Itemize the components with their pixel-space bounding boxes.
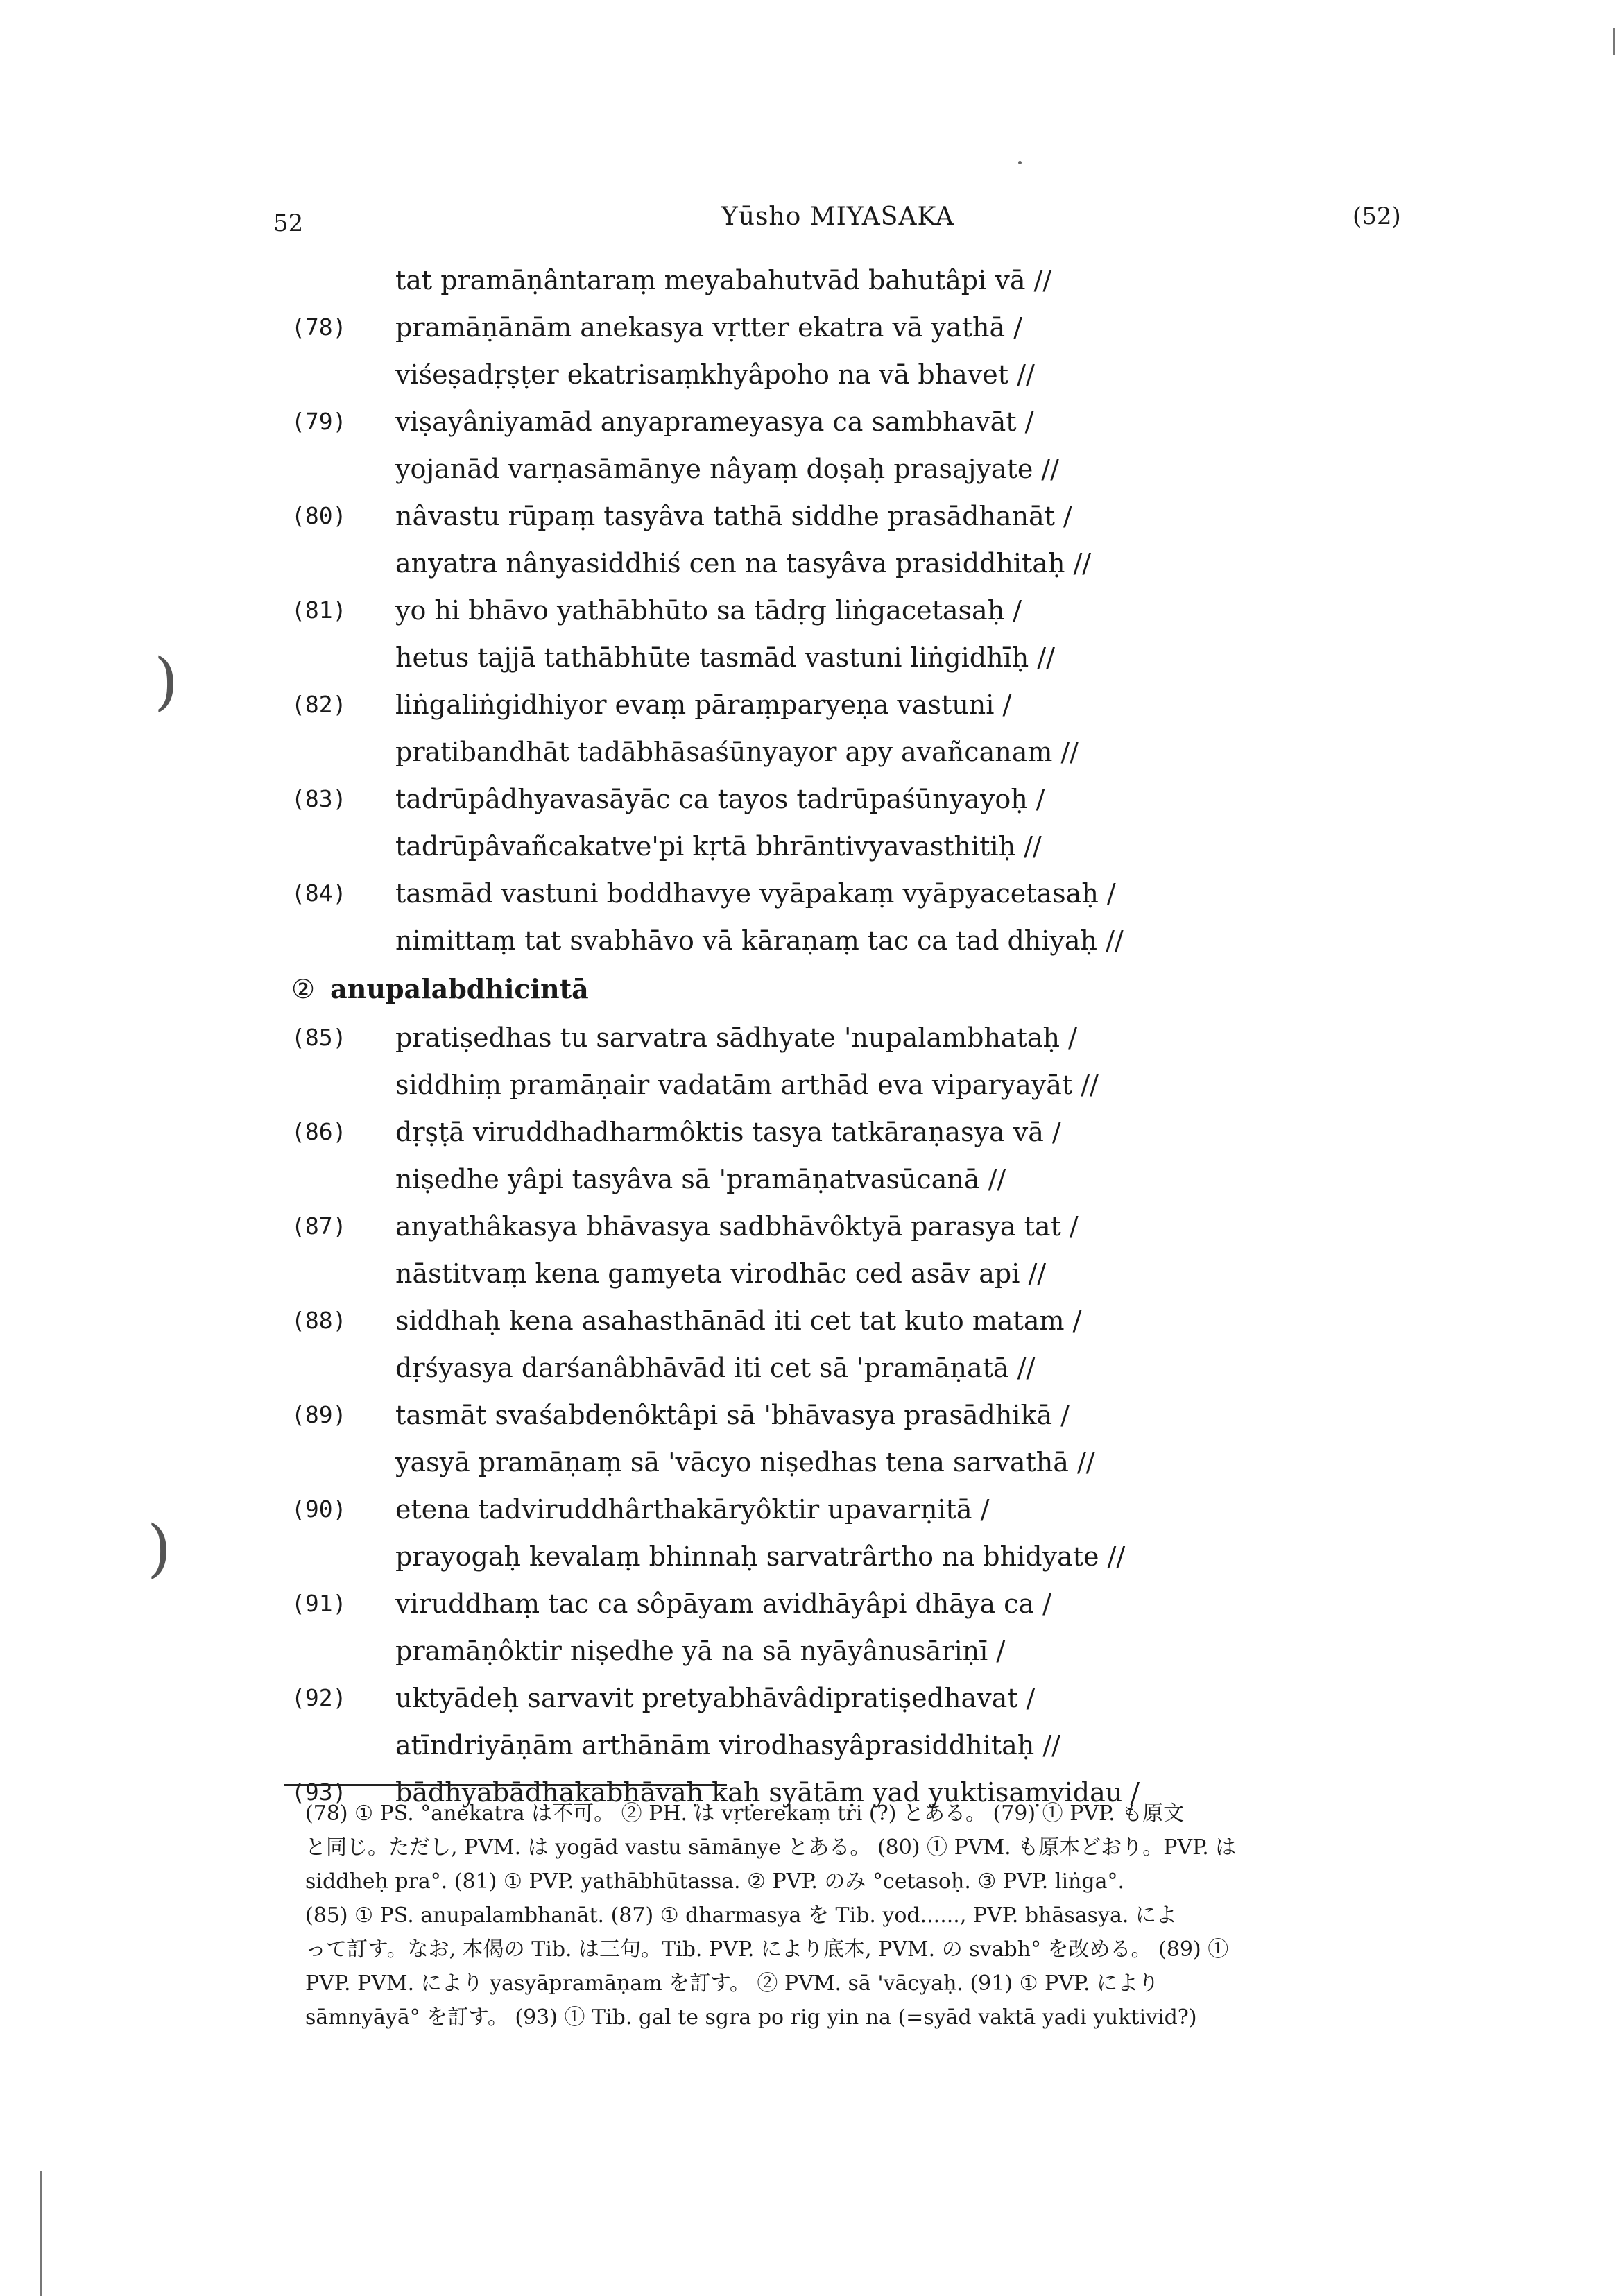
footnote-line: siddheḥ pra°. (81) ① PVP. yathābhūtassa. ② PVP. のみ °cetasoḥ. ③ PVP. liṅga°. <box>305 1869 1124 1894</box>
verse-line <box>291 1203 1484 1250</box>
verse-number: (81) <box>291 597 347 624</box>
verse-text: niṣedhe yâpi tasyâva sā 'pramāṇatvasūcanā // <box>395 1164 1006 1194</box>
verse-line <box>291 681 1484 728</box>
verse-number: (89) <box>291 1401 347 1428</box>
verse-text: dṛśyasya darśanâbhāvād iti cet sā 'pramāṇatā // <box>395 1353 1036 1383</box>
verse-line <box>291 1627 1484 1674</box>
verse-text: tadrūpâdhyavasāyāc ca tayos tadrūpaśūnyayoḥ / <box>395 784 1045 814</box>
verse-line <box>291 728 1484 776</box>
verse-line <box>291 1674 1484 1722</box>
verse-number: (83) <box>291 785 347 812</box>
verse-line <box>291 492 1484 540</box>
verse-line <box>291 1533 1484 1580</box>
section-title: anupalabdhicintā <box>330 973 589 1004</box>
margin-bracket-mark: ) <box>147 1512 172 1585</box>
verse <box>291 1674 1484 1769</box>
scan-edge-line <box>40 2171 42 2296</box>
verse-text: viśeṣadṛṣṭer ekatrisaṃkhyâpoho na vā bhavet // <box>395 359 1035 390</box>
verse-text: nāstitvaṃ kena gamyeta virodhāc ced asāv api // <box>395 1258 1047 1289</box>
margin-bracket-mark: ) <box>154 645 179 718</box>
verse-text: dṛṣṭā viruddhadharmôktis tasya tatkāraṇasya vā / <box>395 1117 1061 1147</box>
verse <box>291 1297 1484 1391</box>
verse-text: siddhaḥ kena asahasthānād iti cet tat kuto matam / <box>395 1305 1082 1336</box>
verse-text: tasmād vastuni boddhavye vyāpakaṃ vyāpyacetasaḥ / <box>395 878 1116 909</box>
verse-number: (80) <box>291 502 347 529</box>
verse-line <box>291 776 1484 823</box>
verse-text: etena tadviruddhârthakāryôktir upavarṇitā / <box>395 1494 990 1525</box>
verse <box>291 1391 1484 1486</box>
verse-number: (84) <box>291 880 347 907</box>
verse-text: siddhiṃ pramāṇair vadatām arthād eva viparyayāt // <box>395 1070 1099 1100</box>
verse-number: (90) <box>291 1496 347 1523</box>
verse-line <box>291 823 1484 870</box>
verse <box>291 492 1484 587</box>
verse <box>291 1580 1484 1674</box>
footnote-line: sāmnyāyā° を訂す。 (93) ① Tib. gal te sgra po rig yin na (=syād vaktā yadi yuktivid?) <box>305 2005 1197 2030</box>
scan-speck <box>1018 161 1022 164</box>
verse-text: pramāṇānām anekasya vṛtter ekatra vā yathā / <box>395 312 1023 343</box>
verse-line <box>291 587 1484 634</box>
verse-body <box>291 257 1484 1816</box>
verse-text: prayogaḥ kevalaṃ bhinnaḥ sarvatrârtho na bhidyate // <box>395 1541 1126 1572</box>
verse-text: tadrūpâvañcakatve'pi kṛtā bhrāntivyavasthitiḥ // <box>395 831 1042 862</box>
verse-line <box>291 1439 1484 1486</box>
verse-text: pratibandhāt tadābhāsaśūnyayor apy avañcanam // <box>395 737 1079 767</box>
verse-number: (91) <box>291 1590 347 1617</box>
verse-line <box>291 257 1484 304</box>
verse-number: (87) <box>291 1213 347 1240</box>
verse-number: (93) <box>291 1779 347 1806</box>
verse-line <box>291 1580 1484 1627</box>
page-number-left: 52 <box>273 209 304 237</box>
footnote-line: (85) ① PS. anupalambhanāt. (87) ① dharmasya を Tib. yod......, PVP. bhāsasya. によ <box>305 1903 1177 1928</box>
verse <box>291 776 1484 870</box>
verse <box>291 681 1484 776</box>
verse-line <box>291 1344 1484 1391</box>
verse-text: uktyādeḥ sarvavit pretyabhāvâdipratiṣedhavat / <box>395 1683 1036 1713</box>
verse-line <box>291 1486 1484 1533</box>
verse-line <box>291 445 1484 492</box>
verse <box>291 1108 1484 1203</box>
verse <box>291 304 1484 398</box>
verse-text: pratiṣedhas tu sarvatra sādhyate 'nupalambhataḥ / <box>395 1022 1077 1053</box>
verse <box>291 587 1484 681</box>
section-heading <box>291 964 1484 1014</box>
verse <box>291 1203 1484 1297</box>
verse-text: nimittaṃ tat svabhāvo vā kāraṇaṃ tac ca tad dhiyaḥ // <box>395 925 1124 956</box>
verse-line <box>291 1297 1484 1344</box>
verse-text: yojanād varṇasāmānye nâyaṃ doṣaḥ prasajyate // <box>395 454 1060 484</box>
footnote-line: PVP. PVM. により yasyāpramāṇam を訂す。 ② PVM. sā 'vācyaḥ. (91) ① PVP. により <box>305 1971 1160 1996</box>
verse-text: anyatra nânyasiddhiś cen na tasyâva prasiddhitaḥ // <box>395 548 1092 579</box>
verse-number: (78) <box>291 314 347 341</box>
verse <box>291 1486 1484 1580</box>
verse-line <box>291 1014 1484 1061</box>
verse-line <box>291 1156 1484 1203</box>
verse-number: (86) <box>291 1118 347 1145</box>
footnotes <box>305 1797 1484 2034</box>
scan-edge-line <box>1613 28 1615 55</box>
verse-text: hetus tajjā tathābhūte tasmād vastuni liṅgidhīḥ // <box>395 642 1055 673</box>
verse-text: atīndriyāṇām arthānām virodhasyâprasiddhitaḥ // <box>395 1730 1060 1760</box>
verse-text: nâvastu rūpaṃ tasyâva tathā siddhe prasādhanāt / <box>395 501 1072 531</box>
page-number-right: (52) <box>1352 203 1401 230</box>
verse-number: (88) <box>291 1307 347 1334</box>
verse-line <box>291 1722 1484 1769</box>
verse-line <box>291 917 1484 964</box>
running-header <box>0 203 1623 244</box>
verse-line <box>291 1061 1484 1108</box>
footnote-line: って訂す。なお, 本偈の Tib. は三句。Tib. PVP. により底本, PVM. の svabh° を改める。 (89) ① <box>305 1937 1229 1962</box>
verse-text: anyathâkasya bhāvasya sadbhāvôktyā parasya tat / <box>395 1211 1079 1242</box>
verse-text: bādhyabādhakabhāvaḥ kaḥ syātāṃ yad yuktisaṃvidau / <box>395 1777 1140 1808</box>
verse <box>291 1014 1484 1108</box>
section-mark: ② <box>291 974 316 1004</box>
verse-text: liṅgaliṅgidhiyor evaṃ pāraṃparyeṇa vastuni / <box>395 689 1012 720</box>
verse-text: tasmāt svaśabdenôktâpi sā 'bhāvasya prasādhikā / <box>395 1400 1070 1430</box>
verse-line <box>291 1108 1484 1156</box>
verse <box>291 398 1484 492</box>
verse-line <box>291 870 1484 917</box>
footnote-line: (78) ① PS. °anekatra は不可。 ② PH. は vṛterekaṃ tri (?) とある。 (79) ① PVP. も原文 <box>305 1801 1185 1826</box>
verse-number: (85) <box>291 1024 347 1051</box>
verse <box>291 257 1484 304</box>
verse-text: pramāṇôktir niṣedhe yā na sā nyāyânusāriṇī / <box>395 1636 1006 1666</box>
footnote-line: と同じ。ただし, PVM. は yogād vastu sāmānye とある。 (80) ① PVM. も原本どおり。PVP. は <box>305 1835 1237 1860</box>
verse-text: viṣayâniyamād anyaprameyasya ca sambhavāt / <box>395 406 1034 437</box>
verse-text: viruddhaṃ tac ca sôpāyam avidhāyâpi dhāya ca / <box>395 1588 1051 1619</box>
verse-line <box>291 1250 1484 1297</box>
verse-number: (79) <box>291 408 347 435</box>
verse-text: tat pramāṇântaraṃ meyabahutvād bahutâpi vā // <box>395 265 1052 295</box>
verse-number: (92) <box>291 1684 347 1711</box>
verse-line <box>291 351 1484 398</box>
verse <box>291 870 1484 964</box>
verse-text: yasyā pramāṇaṃ sā 'vācyo niṣedhas tena sarvathā // <box>395 1447 1095 1477</box>
verse-line <box>291 540 1484 587</box>
verse-line <box>291 1391 1484 1439</box>
verse-text: yo hi bhāvo yathābhūto sa tādṛg liṅgacetasaḥ / <box>395 595 1022 626</box>
author-header: Yūsho MIYASAKA <box>721 203 954 231</box>
verse-line <box>291 304 1484 351</box>
verse-number: (82) <box>291 691 347 718</box>
footnote-rule <box>284 1784 727 1786</box>
verse-line <box>291 634 1484 681</box>
verse-line <box>291 398 1484 445</box>
